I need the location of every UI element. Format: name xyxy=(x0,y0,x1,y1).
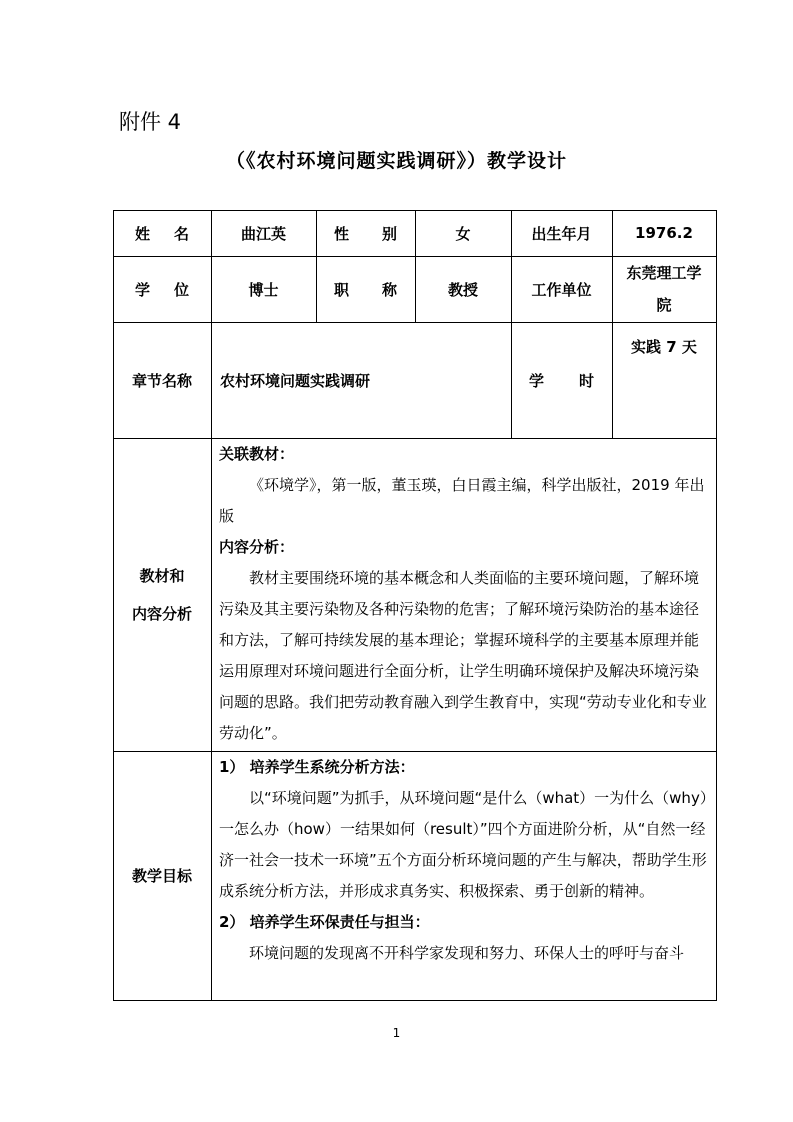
hours-label-char: 学 xyxy=(529,371,545,390)
degree-label-char: 位 xyxy=(173,280,189,299)
textbook-text: 《环境学》，第一版，董玉瑛，白日霞主编，科学出版社，2019 年出版 xyxy=(219,476,705,525)
table-border-right xyxy=(716,210,717,1001)
goal-1-heading: 1） 培养学生系统分析方法： xyxy=(219,758,415,776)
gender-label xyxy=(316,210,415,256)
name-label xyxy=(113,210,211,256)
job-title-value: 教授 xyxy=(447,280,478,299)
goal-2-heading: 2） 培养学生环保责任与担当： xyxy=(219,913,430,931)
textbook-heading: 关联教材： xyxy=(219,445,295,463)
job-title-label xyxy=(316,256,415,322)
employer-label: 工作单位 xyxy=(531,280,592,299)
gender-value: 女 xyxy=(455,224,471,243)
name-label-char: 姓 xyxy=(135,224,151,243)
employer-value: 东莞理工学院 xyxy=(626,264,702,314)
teaching-goals-body xyxy=(219,752,711,1000)
hours-label xyxy=(511,322,612,438)
analysis-text: 教材主要围绕环境的基本概念和人类面临的主要环境问题，了解环境污染及其主要污染物及各种污染物的危害；了解环境污染防治的基本途径和方法，了解可持续发展的基本理论；掌握环境科学的主要基本原理并能运用原理对环境问题进行全面分析，让学生明确环境保护及解决环境污染问题的思路。我们把劳动教育融入到学生教育中，实现“劳动专业化和专业劳动化”。 xyxy=(219,569,707,742)
degree-value: 博士 xyxy=(248,280,279,299)
page-number: 1 xyxy=(392,1026,401,1040)
attachment-label: 附件 4 xyxy=(119,110,182,134)
document-title: （《农村环境问题实践调研》）教学设计 xyxy=(225,150,567,172)
hours-label-char: 时 xyxy=(578,371,594,390)
teaching-goals-label: 教学目标 xyxy=(131,867,192,885)
content-analysis-body xyxy=(219,439,711,749)
name-value: 曲江英 xyxy=(240,224,286,243)
chapter-label: 章节名称 xyxy=(131,371,192,390)
hours-value: 实践 7 天 xyxy=(631,338,697,356)
gender-label-char: 性 xyxy=(334,224,350,243)
job-title-label-char: 称 xyxy=(381,280,397,299)
degree-label xyxy=(113,256,211,322)
degree-label-char: 学 xyxy=(135,280,151,299)
birth-label: 出生年月 xyxy=(531,224,592,243)
teaching-design-table xyxy=(113,210,717,1001)
job-title-label-char: 职 xyxy=(334,280,350,299)
content-analysis-label xyxy=(113,438,211,751)
analysis-heading: 内容分析： xyxy=(219,538,295,556)
chapter-value: 农村环境问题实践调研 xyxy=(220,371,371,390)
table-border-bottom xyxy=(113,1000,717,1001)
content-analysis-label-line: 内容分析 xyxy=(131,604,192,623)
gender-label-char: 别 xyxy=(381,224,397,243)
name-label-char: 名 xyxy=(173,224,189,243)
goal-2-text: 环境问题的发现离不开科学家发现和努力、环保人士的呼吁与奋斗 xyxy=(249,944,685,962)
birth-value: 1976.2 xyxy=(635,224,693,242)
goal-1-text: 以“环境问题”为抓手，从环境问题“是什么（what）一为什么（why）一怎么办（how）一结果如何（result）”四个方面进阶分析，从“自然一经济一社会一技术一环境”五个方面分析环境问题的产生与解决，帮助学生形成系统分析方法，并形成求真务实、积极探索、勇于创新的精神。 xyxy=(219,789,708,900)
content-analysis-label-line: 教材和 xyxy=(139,566,185,585)
